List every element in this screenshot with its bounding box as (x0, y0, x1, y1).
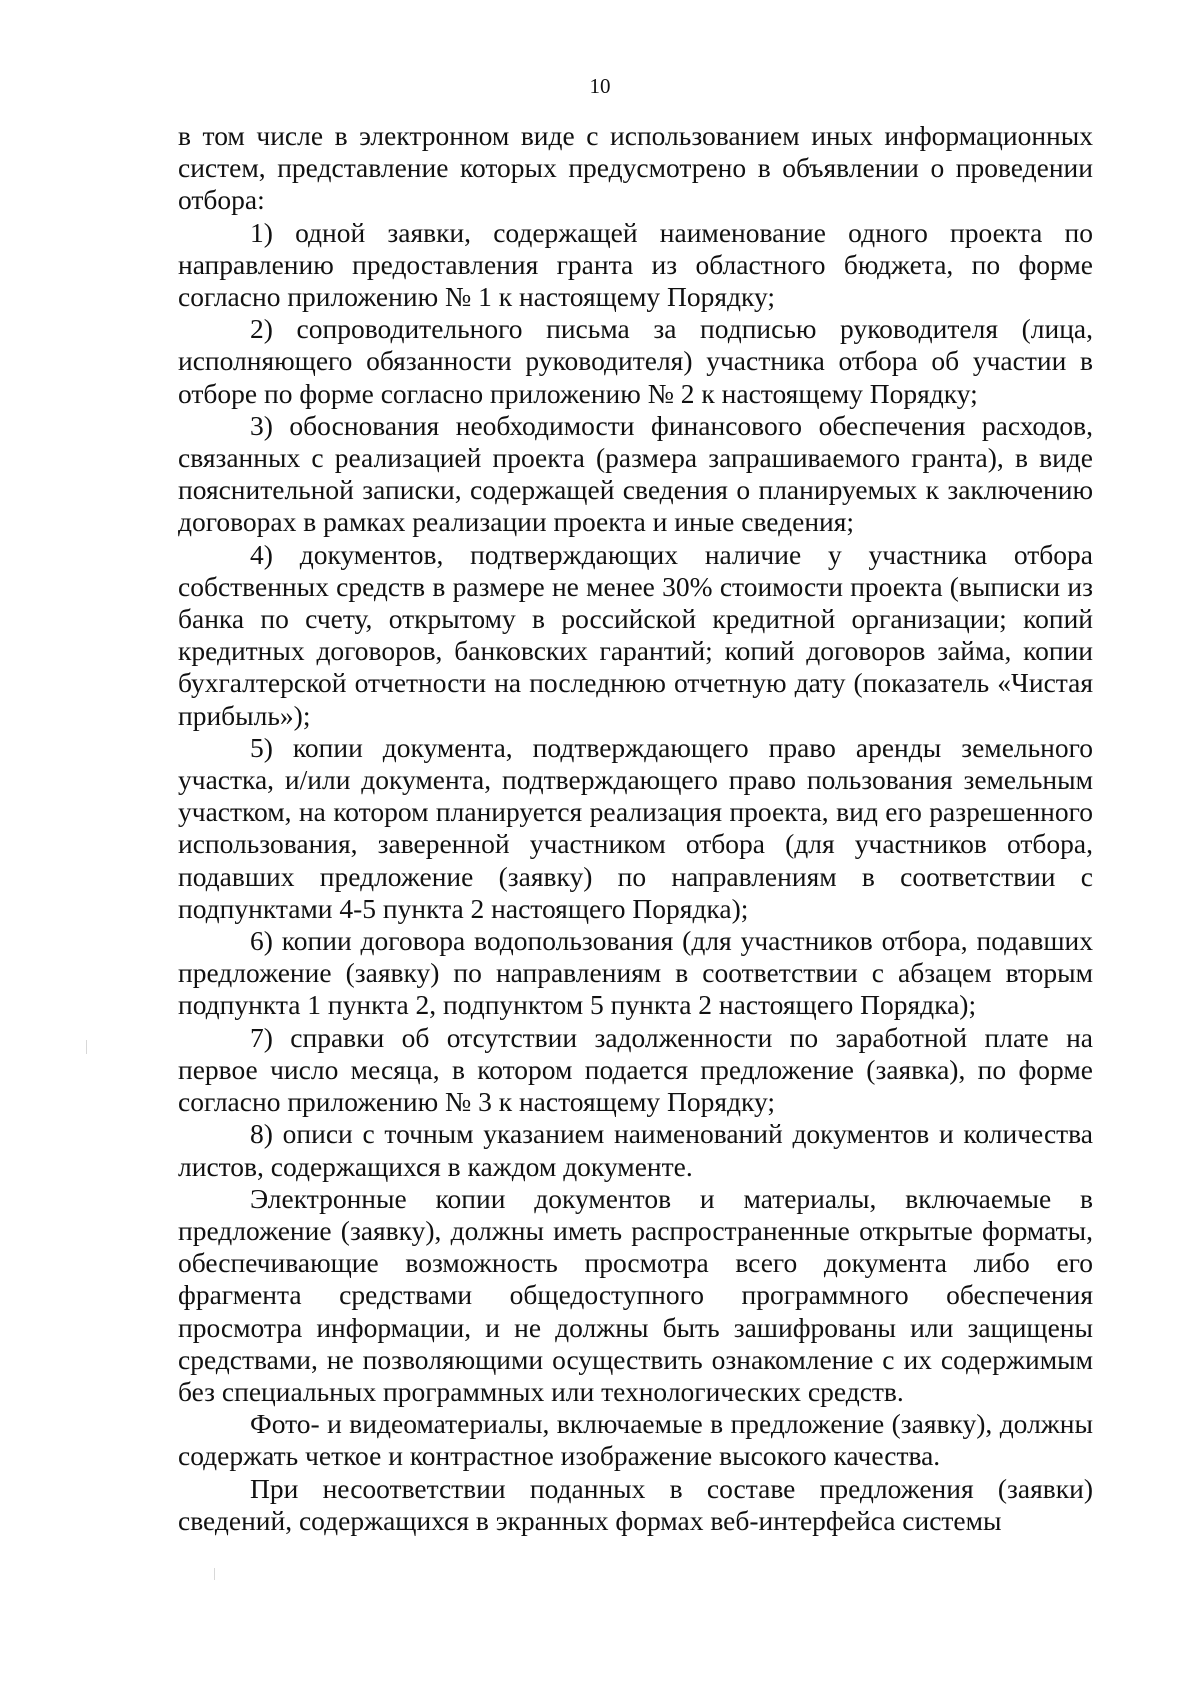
document-body (178, 120, 1093, 1537)
paragraph-mismatch: При несоответствии поданных в составе предложения (заявки) сведений, содержащихся в экранных формах веб-интерфейса системы (178, 1472, 1093, 1536)
list-item-8: 8) описи с точным указанием наименований документов и количества листов, содержащихся в каждом документе. (178, 1118, 1093, 1182)
page-number: 10 (589, 74, 611, 98)
paragraph-electronic-copies: Электронные копии документов и материалы, включаемые в предложение (заявку), должны иметь распространенные открытые форматы, обеспечивающие возможность просмотра всего документа либо его фрагмента средствами общедоступного программного обеспечения просмотра информации, и не должны быть зашифрованы или защищены средствами, не позволяющими осуществить ознакомление с их содержимым без специальных программных или технологических средств. (178, 1182, 1093, 1407)
list-item-5: 5) копии документа, подтверждающего право аренды земельного участка, и/или документа, подтверждающего право пользования земельным участком, на котором планируется реализация проекта, вид его разрешенного использования, заверенной участником отбора (для участников отбора, подавших предложение (заявку) по направлениям в соответствии с подпунктами 4-5 пункта 2 настоящего Порядка); (178, 731, 1093, 924)
list-item-7: 7) справки об отсутствии задолженности по заработной плате на первое число месяца, в котором подается предложение (заявка), по форме согласно приложению № 3 к настоящему Порядку; (178, 1021, 1093, 1118)
paragraph-continuation: в том числе в электронном виде с использованием иных информационных систем, представление которых предусмотрено в объявлении о проведении отбора: (178, 120, 1093, 216)
paragraph-photo-video: Фото- и видеоматериалы, включаемые в предложение (заявку), должны содержать четкое и контрастное изображение высокого качества. (178, 1408, 1093, 1472)
list-item-4: 4) документов, подтверждающих наличие у участника отбора собственных средств в размере не менее 30% стоимости проекта (выписки из банка по счету, открытому в российской кредитной организации; копий кредитных договоров, банковских гарантий; копий договоров займа, копии бухгалтерской отчетности на последнюю отчетную дату (показатель «Чистая прибыль»); (178, 538, 1093, 731)
list-item-3: 3) обоснования необходимости финансового обеспечения расходов, связанных с реализацией проекта (размера запрашиваемого гранта), в виде пояснительной записки, содержащей сведения о планируемых к заключению договорах в рамках реализации проекта и иные сведения; (178, 409, 1093, 538)
list-item-1: 1) одной заявки, содержащей наименование одного проекта по направлению предоставления гранта из областного бюджета, по форме согласно приложению № 1 к настоящему Порядку; (178, 216, 1093, 313)
scan-margin-mark (214, 1568, 215, 1580)
list-item-2: 2) сопроводительного письма за подписью руководителя (лица, исполняющего обязанности руководителя) участника отбора об участии в отборе по форме согласно приложению № 2 к настоящему Порядку; (178, 313, 1093, 409)
scan-margin-mark (86, 1040, 87, 1054)
list-item-6: 6) копии договора водопользования (для участников отбора, подавших предложение (заявку) по направлениям в соответствии с абзацем вторым подпункта 1 пункта 2, подпунктом 5 пункта 2 настоящего Порядка); (178, 925, 1093, 1021)
